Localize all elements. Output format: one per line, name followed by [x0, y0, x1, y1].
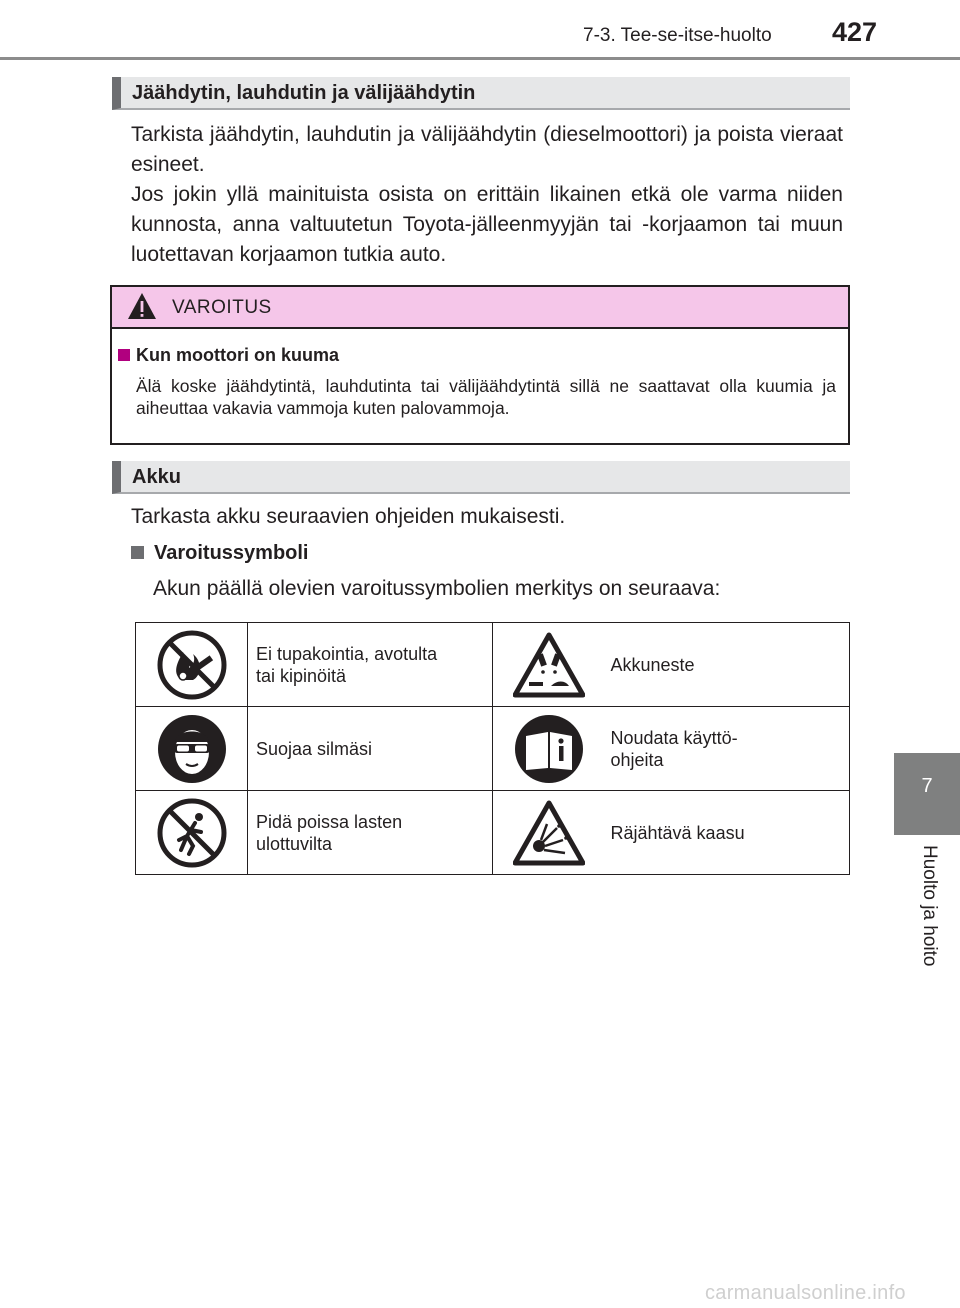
warning-title: VAROITUS [172, 297, 272, 318]
warning-text: Älä koske jäähdytintä, lauhdutinta tai välijäähdytintä sillä ne saattavat olla kuumia ja aiheuttaa vakavia vammoja kuten palovammoja. [136, 376, 836, 418]
symbol-label: Suojaa silmäsi [256, 738, 373, 759]
warning-box [110, 285, 850, 445]
keep-away-children-icon [157, 798, 227, 868]
chapter-tab [894, 753, 960, 835]
no-smoking-open-flame-icon [157, 630, 227, 700]
symbols-subheading [131, 542, 309, 565]
read-manual-icon [514, 714, 584, 784]
table-row [136, 707, 850, 791]
symbol-label: Akkuneste [610, 654, 695, 675]
table-row [136, 791, 850, 875]
bullet-square-icon [131, 546, 144, 559]
section-title: Jäähdytin, lauhdutin ja välijäähdytin [132, 82, 476, 104]
eye-protection-icon [157, 714, 227, 784]
table-cell [605, 623, 850, 707]
warning-triangle-icon [127, 292, 157, 320]
table-cell [605, 707, 850, 791]
table-cell [493, 623, 605, 707]
symbol-label: Pidä poissa lasten [256, 811, 403, 832]
warning-subtitle-text: Kun moottori on kuuma [136, 345, 339, 365]
symbol-label: Räjähtävä kaasu [610, 822, 745, 843]
table-cell [248, 707, 493, 791]
section-heading-cooler [112, 77, 850, 110]
table-cell [493, 707, 605, 791]
bullet-square-icon [118, 349, 130, 361]
corrosive-liquid-icon [513, 632, 585, 698]
section-body [131, 120, 843, 270]
table-cell [605, 791, 850, 875]
symbol-label: Ei tupakointia, avotulta [256, 643, 438, 664]
table-cell [136, 623, 248, 707]
explosive-gas-icon [513, 800, 585, 866]
section-title: Akku [132, 466, 181, 488]
symbols-intro: Akun päällä olevien varoitussymbolien merkitys on seuraava: [153, 577, 721, 600]
paragraph: Tarkista jäähdytin, lauhdutin ja välijäähdytin (dieselmoottori) ja poista vieraat esineet. [131, 123, 843, 176]
watermark: carmanualsonline.info [705, 1282, 906, 1304]
battery-intro: Tarkasta akku seuraavien ohjeiden mukaisesti. [131, 505, 566, 528]
symbol-label: tai kipinöitä [256, 665, 347, 686]
warning-header [112, 287, 848, 329]
chapter-label: Huolto ja hoito [919, 845, 940, 967]
symbol-label: ulottuvilta [256, 833, 333, 854]
section-heading-battery [112, 461, 850, 494]
symbol-table [135, 622, 850, 875]
table-cell [248, 623, 493, 707]
paragraph: Jos jokin yllä mainituista osista on erittäin likainen etkä ole varma niiden kunnosta, anna valtuutetun Toyota-jälleenmyyjän tai -korjaamon tai muun luotettavan korjaamon tutkia auto. [131, 183, 843, 266]
symbols-subheading-text: Varoitussymboli [154, 542, 309, 564]
table-cell [493, 791, 605, 875]
symbol-label: Noudata käyttö- [610, 727, 738, 748]
table-cell [136, 791, 248, 875]
symbol-label: ohjeita [610, 749, 664, 770]
table-cell [136, 707, 248, 791]
section-breadcrumb: 7-3. Tee-se-itse-huolto [583, 25, 772, 46]
warning-subtitle [118, 345, 339, 366]
table-row [136, 623, 850, 707]
header-rule [0, 57, 960, 60]
chapter-number: 7 [921, 775, 933, 797]
table-cell [248, 791, 493, 875]
page-number: 427 [832, 17, 878, 47]
